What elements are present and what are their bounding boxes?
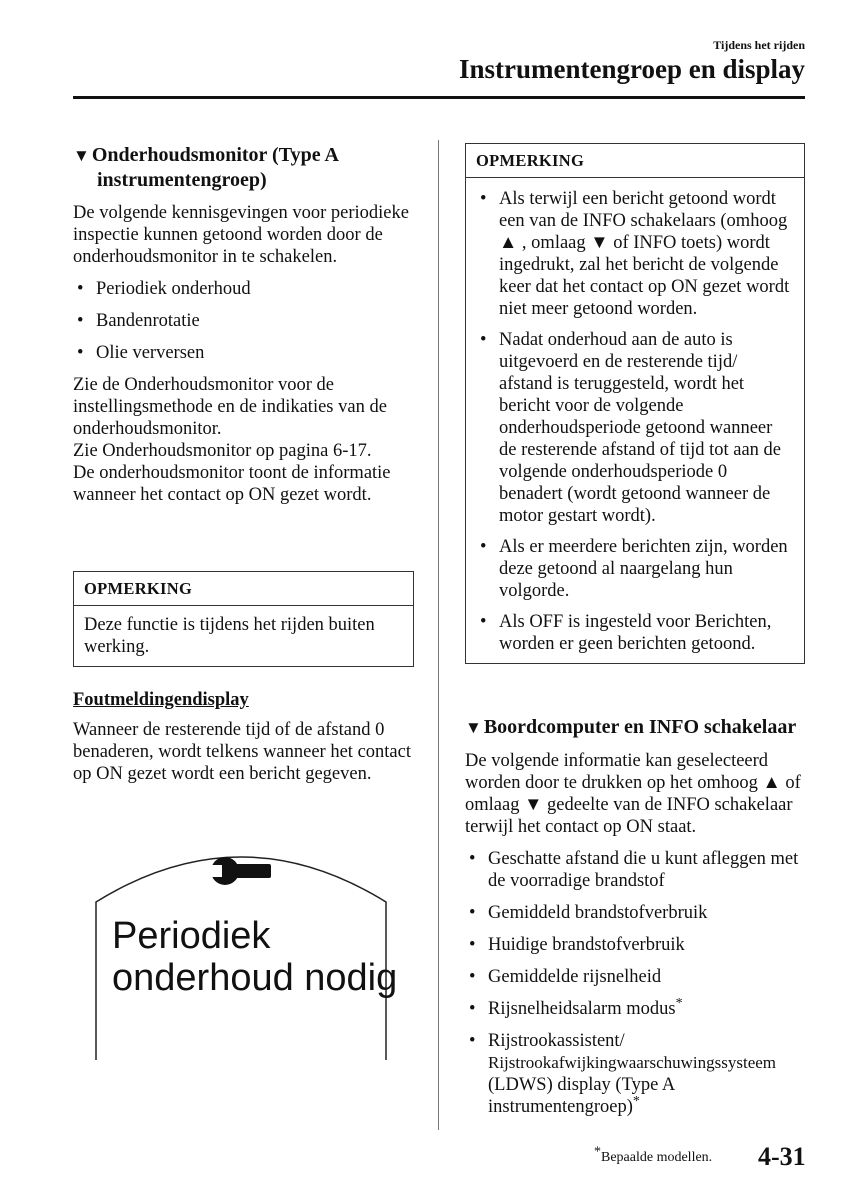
list-item: • Bandenrotatie: [73, 310, 418, 332]
list-item-line: Rijstrookafwijkingwaarschuwingssysteem: [488, 1053, 777, 1072]
note-box-right: [465, 143, 805, 664]
section-heading-maintenance: [73, 143, 418, 192]
heading-line: Onderhoudsmonitor (Type A: [91, 144, 339, 166]
list-item: • Periodiek onderhoud: [73, 278, 418, 300]
info-list: [465, 848, 810, 1118]
footer-note: *Bepaalde modellen.: [594, 1144, 713, 1165]
list-item: • Gemiddeld brandstofverbruik: [465, 902, 810, 924]
fault-section: [73, 690, 418, 785]
wrench-icon: [210, 857, 271, 885]
note-list: [476, 188, 794, 655]
column-divider: [438, 140, 439, 1130]
cross-reference: Zie Onderhoudsmonitor op pagina 6-17.: [73, 441, 372, 461]
section-label: Tijdens het rijden: [713, 38, 805, 52]
note-content: [466, 178, 804, 663]
header-rule: [73, 96, 805, 99]
intro-text: De volgende informatie kan geselecteerd worden door te drukken op het omhoog ▲ of omlaag ▼ gedeelte van de INFO schakelaar terwijl het contact op ON staat.: [465, 751, 801, 837]
page-number: 4-31: [758, 1142, 806, 1171]
asterisk: *: [594, 1144, 601, 1160]
notice-list: [73, 278, 418, 364]
heading-line: instrumentengroep): [97, 169, 267, 191]
list-item-line: (LDWS) display (Type A: [488, 1075, 676, 1095]
subheading: Foutmeldingendisplay: [73, 690, 249, 710]
list-item-text: Rijsnelheidsalarm modus: [488, 999, 676, 1019]
heading-line: Boordcomputer en INFO schakelaar: [483, 716, 797, 738]
list-item: • Als er meerdere berichten zijn, worden deze getoond al naargelang hun volgorde.: [476, 536, 794, 602]
trip-computer-section: [465, 715, 810, 1128]
note-text: Deze functie is tijdens het rijden buiten werking.: [84, 615, 375, 657]
note-title: OPMERKING: [466, 144, 804, 178]
list-item-line: • Rijstrookassistent/: [488, 1031, 625, 1051]
triangle-down-icon: ▼: [73, 146, 90, 165]
display-line: Periodiek: [112, 915, 271, 957]
list-item: • Nadat onderhoud aan de auto is uitgevoerd en de resterende tijd/ afstand is teruggesteld, wordt het bericht voor de volgende onderhoudsperiode getoond wanneer de resterende afstand of tijd tot aan de volgende onderhoudsperiode 0 benadert (wordt getoond wanneer de motor gestart wordt).: [476, 329, 794, 527]
asterisk: *: [675, 995, 683, 1011]
list-item: • Olie verversen: [73, 342, 418, 364]
triangle-down-icon: ▼: [465, 718, 482, 737]
list-item: [465, 1030, 810, 1118]
list-item: [465, 995, 810, 1020]
section-heading-trip-computer: [465, 715, 810, 740]
paragraph: Zie de Onderhoudsmonitor voor de instellingsmethode en de indikaties van de onderhoudsmonitor.: [73, 375, 387, 439]
list-item: • Als OFF is ingesteld voor Berichten, worden er geen berichten getoond.: [476, 611, 794, 655]
note-box-left: [73, 571, 414, 667]
display-line: onderhoud nodig: [112, 957, 398, 999]
note-title: OPMERKING: [74, 572, 413, 606]
list-item: • Huidige brandstofverbruik: [465, 934, 810, 956]
list-item-line: instrumentengroep)*: [488, 1093, 640, 1117]
asterisk: *: [632, 1093, 640, 1109]
fault-text: Wanneer de resterende tijd of de afstand 0 benaderen, wordt telkens wanneer het contact op ON gezet wordt een bericht gegeven.: [73, 720, 411, 784]
intro-text: De volgende kennisgevingen voor periodieke inspectie kunnen getoond worden door de onderhoudsmonitor in te schakelen.: [73, 203, 409, 267]
paragraph: De onderhoudsmonitor toont de informatie wanneer het contact op ON gezet wordt.: [73, 463, 391, 505]
left-column: [73, 143, 418, 506]
list-item: • Als terwijl een bericht getoond wordt een van de INFO schakelaars (omhoog ▲ , omlaag ▼ of INFO toets) wordt ingedrukt, zal het bericht de volgende keer dat het contact op ON gezet wordt niet meer getoond worden.: [476, 188, 794, 320]
page-title: Instrumentengroep en display: [458, 54, 805, 84]
list-item: • Gemiddelde rijsnelheid: [465, 966, 810, 988]
display-message: [112, 915, 397, 999]
list-item: • Geschatte afstand die u kunt afleggen met de voorradige brandstof: [465, 848, 810, 892]
